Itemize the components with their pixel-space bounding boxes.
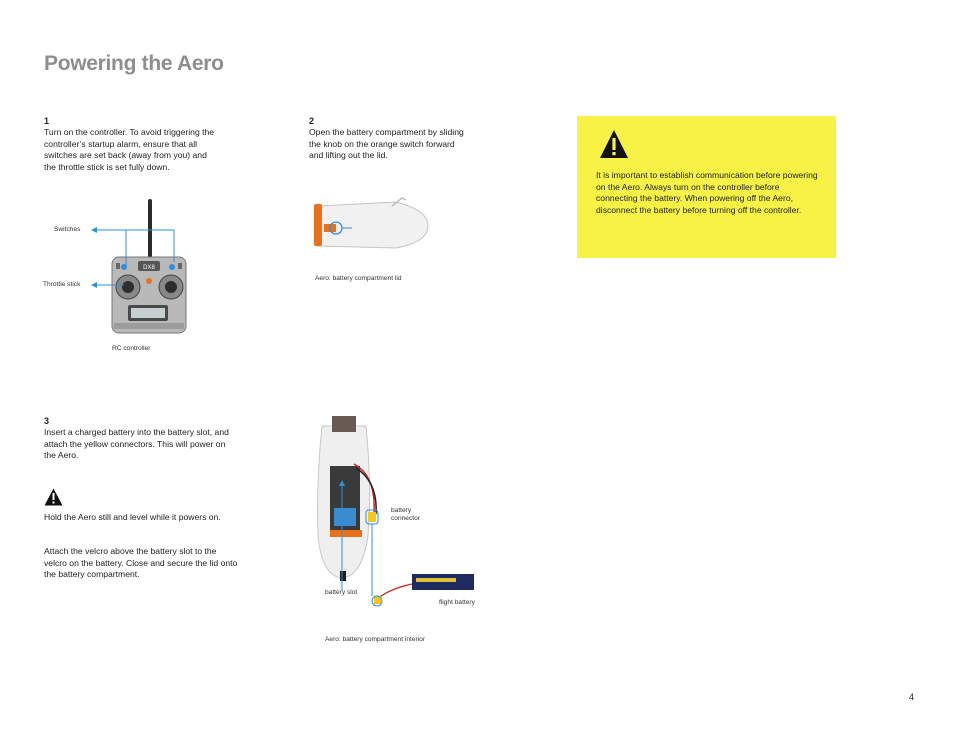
label-throttle-stick: Throttle stick: [43, 281, 81, 288]
figure-caption-controller: RC controller: [112, 345, 151, 352]
step-3-warning-text: Hold the Aero still and level while it powers on.: [44, 512, 221, 522]
warning-text: It is important to establish communication before powering on the Aero. Always turn on the controller before connecting the battery. When powering off the Aero, disconnect the battery before turning off the controller.: [596, 170, 818, 215]
figure-caption-interior: Aero: battery compartment interior: [325, 636, 426, 643]
step-text: Open the battery compartment by sliding the knob on the orange switch forward and lifting out the lid.: [309, 127, 464, 161]
step-number: 2: [309, 116, 315, 126]
step-3: [44, 416, 236, 462]
step-text: Turn on the controller. To avoid triggering the controller’s startup alarm, ensure that all switches are set back (away from you) and the throttle stick is set fully down.: [44, 127, 215, 172]
label-flight-battery: flight battery: [439, 599, 475, 606]
label-battery-connector: battery connector: [391, 507, 420, 522]
label-battery-slot: battery slot: [325, 589, 358, 596]
label-switches: Switches: [54, 226, 81, 233]
step-text: Insert a charged battery into the battery slot, and attach the yellow connectors. This will power on the Aero.: [44, 427, 229, 461]
battery-lid-illustration: [312, 198, 430, 250]
controller-brand: DX8: [143, 265, 155, 271]
figure-caption-lid: Aero: battery compartment lid: [315, 275, 402, 282]
page-number: 4: [909, 692, 915, 702]
page-title: Powering the Aero: [44, 52, 224, 75]
step-number: 1: [44, 116, 50, 126]
step-number: 3: [44, 416, 50, 426]
warning-triangle-icon: [44, 488, 63, 506]
step-3-extra-text: Attach the velcro above the battery slot to the velcro on the battery. Close and secure the lid onto the battery compartment.: [44, 546, 238, 580]
